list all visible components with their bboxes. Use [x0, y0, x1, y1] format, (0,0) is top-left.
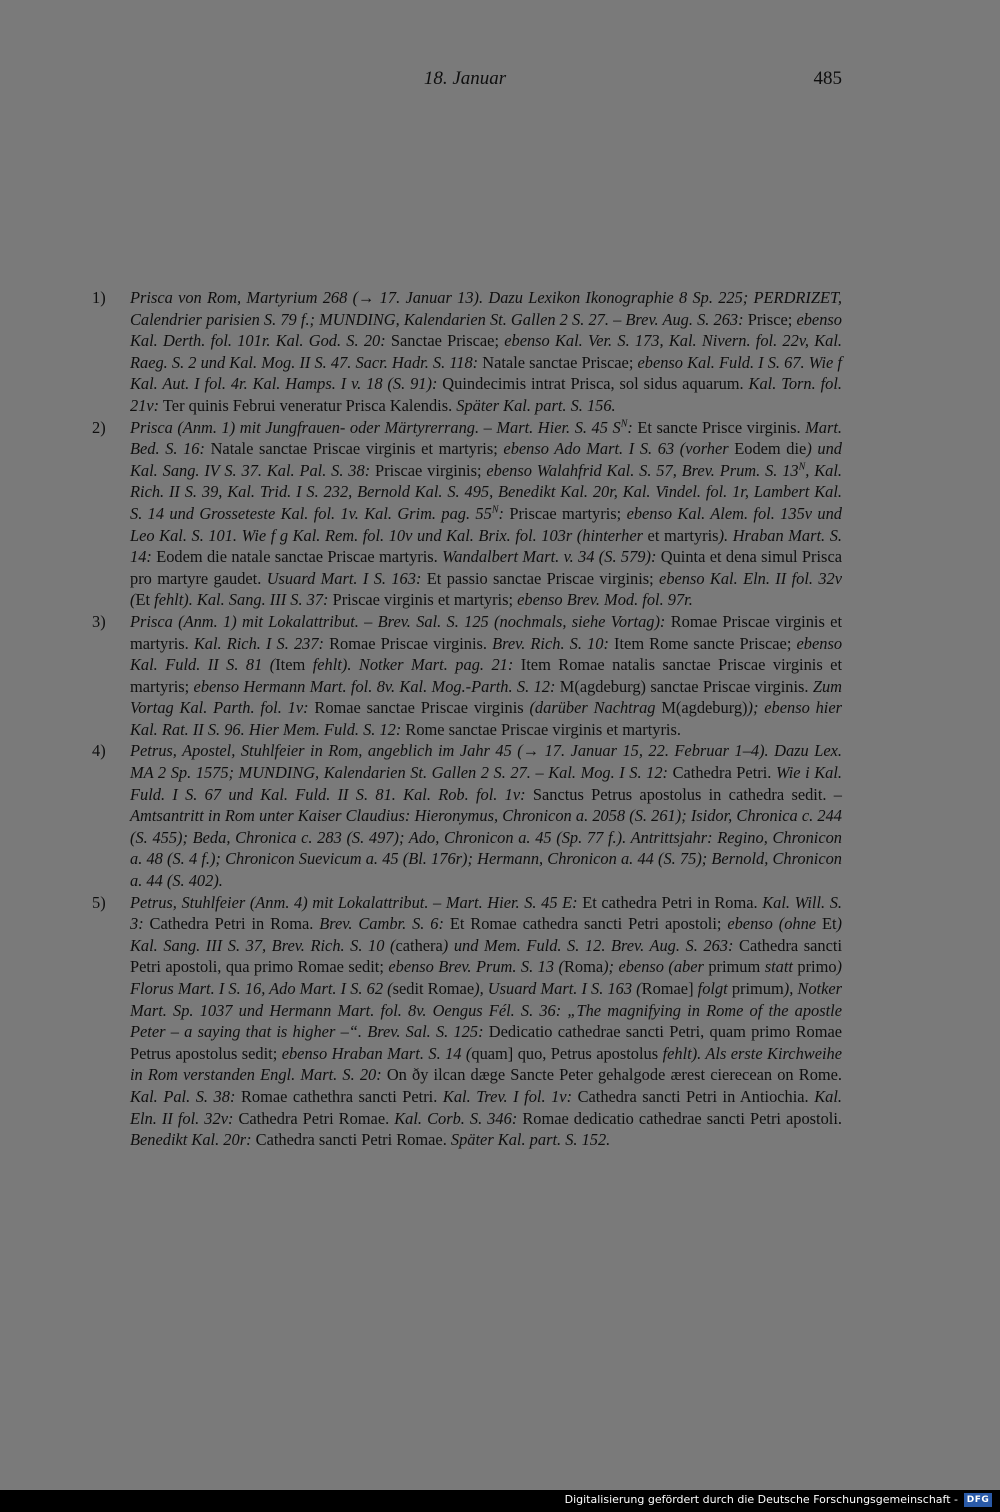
footnote-segment: fehlt). Kal. Sang. III S. 37:	[150, 590, 329, 610]
footnote-segment: Kal. Torn. fol. 21v:	[130, 374, 842, 415]
footnote-segment: Zum Vortag Kal. Parth. fol. 1v:	[130, 676, 843, 718]
footnote-segment: ebenso Kal. Alem. fol. 135v und Leo Kal. S. 101. Wie f g Kal. Rem. fol. 10v und Kal. Brix. fol. 103r (hinterher	[130, 503, 842, 545]
footnote-segment: Romae sanctae Priscae virginis	[308, 698, 524, 718]
footnote	[92, 740, 842, 891]
footnote-text	[130, 892, 842, 1151]
footnote-segment: ), Usuard Mart. I S. 163 (	[474, 979, 642, 998]
footnote-segment: cathera	[395, 935, 443, 955]
footnote-segment: Cathedra sancti Petri Romae.	[251, 1130, 447, 1150]
footnote-segment: Priscae virginis;	[370, 460, 482, 480]
footnote-segment: Ter quinis Februi veneratur Prisca Kalendis.	[159, 395, 453, 415]
footnote-segment: Natale sanctae Priscae virginis et martyris;	[204, 439, 498, 459]
dfg-logo: DFG	[964, 1493, 992, 1507]
footnote-segment: Et sancte Prisce virginis.	[632, 417, 801, 437]
footnote-number: 1)	[92, 288, 106, 307]
footnote-text	[130, 417, 842, 611]
footnote-text	[130, 611, 842, 741]
footnote-segment: M(agdeburg)	[655, 698, 748, 718]
footnote-segment: primo	[792, 957, 837, 977]
footnote-segment: Wandalbert Mart. v. 34 (S. 579):	[437, 547, 657, 567]
footnote-number: 2)	[92, 417, 106, 437]
footnote-segment: ebenso Brev. Mod. fol. 97r.	[513, 590, 693, 610]
footnote-segment: – Amtsantritt in Rom unter Kaiser Claudius: Hieronymus, Chronicon a. 2058 (S. 261); Isidor, Chronica c. 244 (S. 455); Beda, Chronica c. 283 (S. 497); Ado, Chronicon a. 45 (Sp. 77 f.). Antrittsjahr: Regino, Chronicon a. 48 (S. 4 f.); Chronicon Suevicum a. 45 (Bl. 176r); Hermann, Chronicon a. 44 (S. 75); Bernold, Chronicon a. 44 (S. 402).	[130, 784, 842, 891]
footnote-segment: ebenso Ado Mart. I S. 63 (vorher	[497, 439, 729, 459]
footnote-segment: Wie i Kal. Fuld. I S. 67 und Kal. Fuld. II S. 81. Kal. Rob. fol. 1v:	[130, 763, 842, 804]
footnote-segment: quam] quo, Petrus apostolus	[471, 1043, 659, 1063]
footnote-segment: ebenso Hraban Mart. S. 14 (	[277, 1043, 472, 1063]
footnote-segment: :	[498, 503, 504, 523]
footnote-segment: :	[627, 417, 633, 437]
footnote-segment: Eodem die natale sanctae Priscae martyris.	[151, 547, 438, 567]
footnote-segment: fehlt). Notker Mart. pag. 21:	[305, 655, 514, 675]
footnote-segment: primum	[727, 979, 784, 998]
footnote-segment: ebenso Kal. Eln. II fol. 32v (	[130, 568, 843, 610]
footnote-segment: Item Romae natalis sanctae Priscae virginis et martyris;	[130, 655, 842, 696]
footnote-segment: Usuard Mart. I S. 163:	[261, 568, 422, 588]
footnote	[92, 611, 842, 741]
footnote-segment: ) Kal. Sang. III S. 37, Brev. Rich. S. 10 (	[130, 914, 842, 955]
footnote-segment: ) und Mem. Fuld. S. 12. Brev. Aug. S. 263:	[442, 935, 734, 955]
footnote-segment: ebenso Kal. Fuld. II S. 81 (	[130, 633, 843, 675]
footnote-segment: Brev. Cambr. S. 6:	[313, 914, 444, 934]
footnote-segment: folgt	[693, 979, 728, 998]
footnote-segment: ebenso Hermann Mart. fol. 8v. Kal. Mog.-Parth. S. 12:	[189, 676, 556, 696]
footnote-segment: ebenso Brev. Prum. S. 13 (	[383, 957, 564, 977]
footnote-segment: ebenso (ohne	[721, 914, 817, 934]
footnote-segment: ); ebenso hier Kal. Rat. II S. 96. Hier Mem. Fuld. S. 12:	[130, 698, 843, 739]
footnote-segment: Dedicatio cathedrae sancti Petri, quam primo Romae Petrus apostolus sedit;	[130, 1022, 842, 1063]
footnote-segment: Eodem die	[728, 439, 807, 459]
footnote-number: 5)	[92, 892, 106, 912]
footnote-segment: statt	[760, 957, 793, 977]
footnote-segment: Prisca von Rom, Martyrium 268 (→ 17. Januar 13). Dazu Lexikon Ikonographie 8 Sp. 225; PERDRIZET, Calendrier parisien S. 79 f.; MUNDING, Kalendarien St. Gallen 2 S. 27. – Brev. Aug. S. 263:	[130, 288, 842, 329]
footnote-segment: Kal. Will. S. 3:	[130, 892, 843, 934]
footer-bar	[0, 1490, 1000, 1512]
footnote	[92, 417, 842, 611]
footnote-text	[130, 740, 842, 891]
footnote-segment: Cathedra Petri in Roma.	[143, 914, 314, 934]
footnote-segment: Sanctae Priscae;	[385, 331, 499, 351]
page-number: 485	[813, 68, 842, 89]
footnote-segment: Kal. Rich. I S. 237:	[188, 633, 324, 653]
footnote-segment: Rome sanctae Priscae virginis et martyris.	[401, 719, 681, 739]
footnote-segment: Priscae virginis et martyris;	[328, 590, 514, 610]
footnote-segment: ); ebenso (aber	[603, 957, 704, 977]
footnote-segment: Petrus, Apostel, Stuhlfeier in Rom, angeblich im Jahr 45 (→ 17. Januar 15, 22. Februar 1–4). Dazu Lex. MA 2 Sp. 1575; MUNDING, Kalendarien St. Gallen 2 S. 27. – Kal. Mog. I S. 12:	[130, 741, 842, 783]
footnote-segment: ) und Kal. Sang. IV S. 37. Kal. Pal. S. 38:	[130, 439, 842, 480]
footnote-segment: Et	[816, 914, 837, 934]
footnote-segment: Romae cathethra sancti Petri.	[235, 1086, 438, 1106]
footnote-segment: Prisca (Anm. 1) mit Jungfrauen- oder Märtyrerrang. – Mart. Hier. S. 45 S	[130, 417, 621, 437]
footnote-segment: Cathedra sancti Petri in Antiochia.	[572, 1086, 809, 1106]
footnote-superscript: N	[491, 504, 499, 516]
footnote-segment: fehlt). Als erste Kirchweihe in Rom verstanden Engl. Mart. S. 20:	[130, 1043, 843, 1085]
footnote-segment: Item Rome sancte Priscae;	[608, 633, 792, 653]
footnote-segment: , Kal. Rich. II S. 39, Kal. Trid. I S. 232, Bernold Kal. S. 495, Benedikt Kal. 20r, Kal. Vindel. fol. 1r, Lambert Kal. S. 14 und Grosseteste Kal. fol. 1v. Kal. Grim. pag. 55	[130, 460, 842, 523]
footnote-segment: Sanctus Petrus apostolus in cathedra sedit.	[525, 784, 827, 804]
footnote-segment: Et cathedra Petri in Roma.	[577, 892, 758, 912]
footnote-segment: Roma	[563, 957, 604, 977]
footnote	[92, 892, 842, 1151]
footnote-segment: Cathedra Petri Romae.	[233, 1108, 390, 1128]
footnote-number: 4)	[92, 741, 106, 761]
footnote-text	[130, 287, 842, 417]
footnote-segment: Romae Priscae virginis et martyris.	[130, 611, 842, 653]
footnote-segment: Natale sanctae Priscae;	[478, 352, 634, 372]
footnote-segment: Prisca (Anm. 1) mit Lokalattribut. – Brev. Sal. S. 125 (nochmals, siehe Vortag):	[130, 611, 666, 631]
footnote-segment: Et	[135, 590, 151, 610]
footnote-segment: Quindecimis intrat Prisca, sol sidus aquarum.	[437, 374, 744, 394]
running-title: 18. Januar	[423, 68, 507, 89]
footnote-segment: Prisce;	[743, 309, 793, 329]
footnote-segment: Item	[275, 655, 306, 675]
footnote-segment: ) Florus Mart. I S. 16, Ado Mart. I S. 62 (	[130, 957, 842, 998]
footnote-number: 3)	[92, 611, 106, 631]
footnote-segment: Kal. Pal. S. 38:	[130, 1086, 236, 1106]
footnote-segment: ), Notker Mart. Sp. 1037 und Hermann Mart. fol. 8v. Oengus Fél. S. 36: „The magnifying in Rome of the apostle Peter – a saying that is higher –“. Brev. Sal. S. 125:	[130, 979, 843, 1042]
footnote-segment: et martyris	[642, 525, 719, 545]
footnote-segment: Kal. Trev. I fol. 1v:	[437, 1086, 573, 1106]
footnote-segment: M(agdeburg) sanctae Priscae virginis.	[555, 676, 809, 696]
footnote	[92, 287, 842, 417]
footnote-segment: Romae Priscae virginis.	[324, 633, 487, 653]
footnote-segment: Petrus, Stuhlfeier (Anm. 4) mit Lokalattribut. – Mart. Hier. S. 45 E:	[130, 892, 578, 912]
footnote-segment: Quinta et dena simul Prisca pro martyre gaudet.	[130, 547, 842, 588]
footnote-segment: Romae]	[641, 979, 694, 998]
footnote-segment: ebenso Kal. Ver. S. 173, Kal. Nivern. fol. 22v, Kal. Raeg. S. 2 und Kal. Mog. II S. 47. Sacr. Hadr. S. 118:	[130, 331, 842, 372]
footnote-segment: Später Kal. part. S. 156.	[452, 395, 616, 415]
footnote-segment: Mart. Bed. S. 16:	[130, 417, 843, 459]
footnote-segment: ebenso Walahfrid Kal. S. 57, Brev. Prum. S. 13	[481, 460, 799, 480]
footnote-segment: Cathedra Petri.	[668, 763, 772, 783]
footnotes	[92, 287, 842, 1151]
footnote-segment: Et passio sanctae Priscae virginis;	[421, 568, 654, 588]
footnote-superscript: N	[798, 461, 806, 473]
footnote-segment: sedit Romae	[392, 979, 475, 998]
footnote-segment: Et Romae cathedra sancti Petri apostoli;	[443, 914, 722, 934]
footnote-segment: Benedikt Kal. 20r:	[130, 1130, 252, 1150]
footnote-segment: ). Hraban Mart. S. 14:	[130, 525, 842, 567]
footnote-segment: On ðy ilcan dæge Sancte Peter gehalgode ærest cierecean on Rome.	[381, 1065, 843, 1085]
footnote-segment: primum	[703, 957, 761, 977]
footnote-superscript: N	[620, 418, 628, 430]
footnote-segment: Romae dedicatio cathedrae sancti Petri apostoli.	[517, 1108, 843, 1128]
footnote-segment: Brev. Rich. S. 10:	[486, 633, 609, 653]
footnote-segment: Priscae martyris;	[503, 503, 622, 523]
footnote-segment: Kal. Eln. II fol. 32v:	[130, 1086, 842, 1128]
footnote-segment: Später Kal. part. S. 152.	[446, 1130, 611, 1150]
footnote-segment: ebenso Kal. Fuld. I S. 67. Wie f Kal. Aut. I fol. 4r. Kal. Hamps. I v. 18 (S. 91):	[130, 352, 842, 394]
footnote-segment: ebenso Kal. Derth. fol. 101r. Kal. God. S. 20:	[130, 309, 842, 351]
funding-credit: Digitalisierung gefördert durch die Deutsche Forschungsgemeinschaft -	[564, 1493, 958, 1506]
footnote-segment: (darüber Nachtrag	[523, 698, 656, 718]
footnote-segment: Kal. Corb. S. 346:	[389, 1108, 518, 1128]
footnote-segment: Cathedra sancti Petri apostoli, qua primo Romae sedit;	[130, 935, 843, 977]
